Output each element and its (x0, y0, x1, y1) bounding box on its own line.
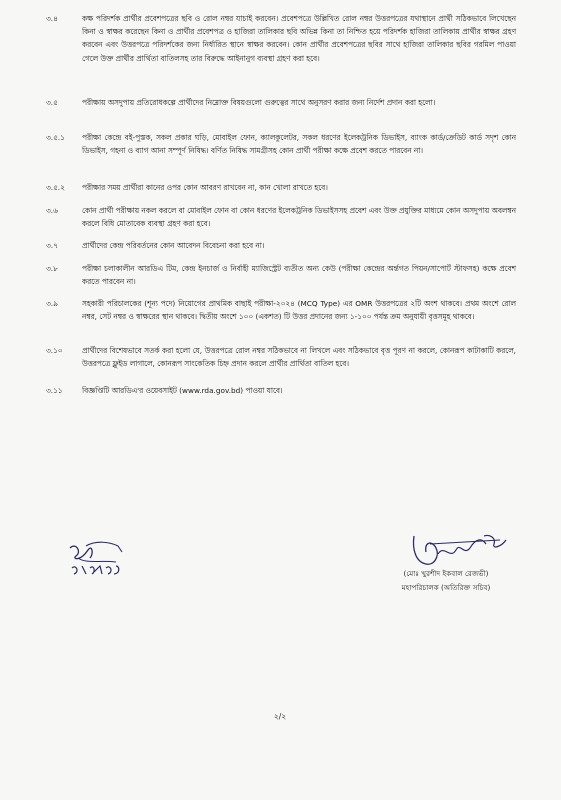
clause-number: ৩.৫ (46, 98, 58, 107)
clause-3-8 (46, 262, 516, 288)
handwritten-initial-signature (66, 538, 146, 580)
clause-text: পরীক্ষায় অসদুপায় প্রতিরোধকল্পে প্রার্থীদের নিম্নোক্ত বিষয়গুলো গুরুত্বের সাথে অনুসরণ করার জন্য নির্দেশ প্রদান করা হলো। (82, 98, 436, 107)
clause-number: ৩.৬ (46, 206, 58, 215)
clause-number: ৩.১১ (46, 386, 63, 395)
clause-3-11 (46, 384, 516, 397)
clause-text: পরীক্ষার সময় প্রার্থীরা কানের ওপর কোন আবরণ রাখবেন না, কান খোলা রাখতে হবে। (82, 183, 328, 192)
clause-text: পরীক্ষা চলাকালীন আরডিএ টিম, কেন্দ্র ইনচার্জ ও নির্বাহী ম্যাজিস্ট্রেট ব্যতীত অন্য কেউ (পরীক্ষা কেন্দ্রের অর্ন্তগত পিয়ন/সাপোর্ট স্টাফসহ) কক্ষে প্রবেশ করতে পারবেন না। (82, 264, 516, 287)
clause-text: প্রার্থীদের কেন্দ্র পরিবর্তনের কোন আবেদন বিবেচনা করা হবে না। (82, 241, 265, 250)
clause-text: কক্ষ পরিদর্শক প্রার্থীর প্রবেশপত্রের ছবি ও রোল নম্বর যাচাই করবেন। প্রবেশপত্রে উল্লিখিত রোল নম্বর উত্তরপত্রের যথাস্থানে প্রার্থী সঠিকভাবে লিখেছেন কিনা ও স্বাক্ষর করেছেন কিনা ও প্রার্থীর প্রবেশপত্র ও হাজিরা তালিকার ছবি অভিন্ন কিনা তা নিশ্চিত হয়ে পরিদর্শক হাজিরা তালিকায় প্রার্থীর স্বাক্ষর গ্রহণ করবেন এবং উত্তরপত্রে পরিদর্শকের জন্য নির্ধারিত স্থানে স্বাক্ষর করবেন। কোন প্রার্থীর প্রবেশপত্রের ছবির সাথে হাজিরা তালিকার ছবির গরমিল পাওয়া গেলে উক্ত প্রার্থীর প্রার্থিতা বাতিলসহ তার বিরুদ্ধে আইনানুগ ব্যবস্থা গ্রহণ করা হবে। (82, 14, 516, 63)
handwritten-signature (410, 530, 520, 570)
clause-3-5-2 (46, 181, 516, 194)
clause-3-5-1 (46, 131, 516, 157)
clause-3-10 (46, 344, 516, 370)
clause-text: বিজ্ঞপ্তিটি আরডিএ'র ওয়েবসাইট (www.rda.gov.bd) পাওয়া যাবে। (82, 386, 283, 395)
signatory-name: (মোঃ খুরশীদ ইকবাল রেজভী) (403, 569, 489, 578)
clause-number: ৩.৭ (46, 241, 58, 250)
clause-number: ৩.৮ (46, 264, 58, 273)
clause-3-7 (46, 239, 516, 252)
clause-number: ৩.৫.২ (46, 183, 65, 192)
clause-number: ৩.৪ (46, 14, 58, 23)
clause-3-4 (46, 12, 516, 65)
clause-number: ৩.৯ (46, 299, 58, 308)
page-number: ২/২ (273, 712, 287, 721)
clause-text: প্রার্থীদের বিশেষভাবে সতর্ক করা হলো যে, উত্তরপত্রে রোল নম্বর সঠিকভাবে না লিখলে এবং সঠিকভাবে বৃত্ত পূরণ না করলে, কোনরূপ কাটাকাটি করলে, উত্তরপত্রে ফ্লুইড লাগালে, কোনরূপ সাংকেতিক চিহ্ন প্রদান করলে প্রার্থীর প্রার্থিতা বাতিল হবে। (82, 346, 516, 369)
clause-3-9 (46, 297, 516, 323)
clause-number: ৩.১০ (46, 346, 63, 355)
clause-text: সহকারী পরিচালকের (শূন্য পদে) নিয়োগের প্রাথমিক বাছাই পরীক্ষা-২০২৪ (MCQ Type) এর OMR উত্তরপত্রের ২টি অংশ থাকবে। প্রথম অংশে রোল নম্বর, সেট নম্বর ও স্বাক্ষরের স্থান থাকবে। দ্বিতীয় অংশে ১০০ (একশত) টি উত্তর প্রদানের জন্য ১-১০০ পর্যন্ত ক্রম অনুযায়ী বৃত্তসমূহ থাকবে। (82, 299, 516, 322)
clause-number: ৩.৫.১ (46, 133, 65, 142)
clause-text: কোন প্রার্থী পরীক্ষায় নকল করলে বা মোবাইল ফোন বা কোন ধরণের ইলেকট্রনিক ডিভাইসসহ প্রবেশ এবং উক্ত প্রযুক্তির মাধ্যমে কোন অসদুপায় অবলম্বন করলে বিধি মোতাবেক ব্যবস্থা গ্রহণ করা হবে। (82, 206, 516, 229)
signatory-designation: মহাপরিচালক (অতিরিক্ত সচিব) (401, 583, 491, 592)
clause-3-6 (46, 204, 516, 230)
clause-3-5 (46, 96, 516, 109)
clause-text: পরীক্ষা কেন্দ্রে বই-পুস্তক, সকল প্রকার ঘড়ি, মোবাইল ফোন, ক্যালকুলেটর, সকল ধরণের ইলেকট্রনিক ডিভাইস, ব্যাংক কার্ড/ক্রেডিট কার্ড সদৃশ কোন ডিভাইস, গহনা ও ব্যাগ আনা সম্পূর্ণ নিষিদ্ধ। বর্ণিত নিষিদ্ধ সামগ্রীসহ কোন প্রার্থী পরীক্ষা কক্ষে প্রবেশ করতে পারবেন না। (82, 133, 516, 156)
